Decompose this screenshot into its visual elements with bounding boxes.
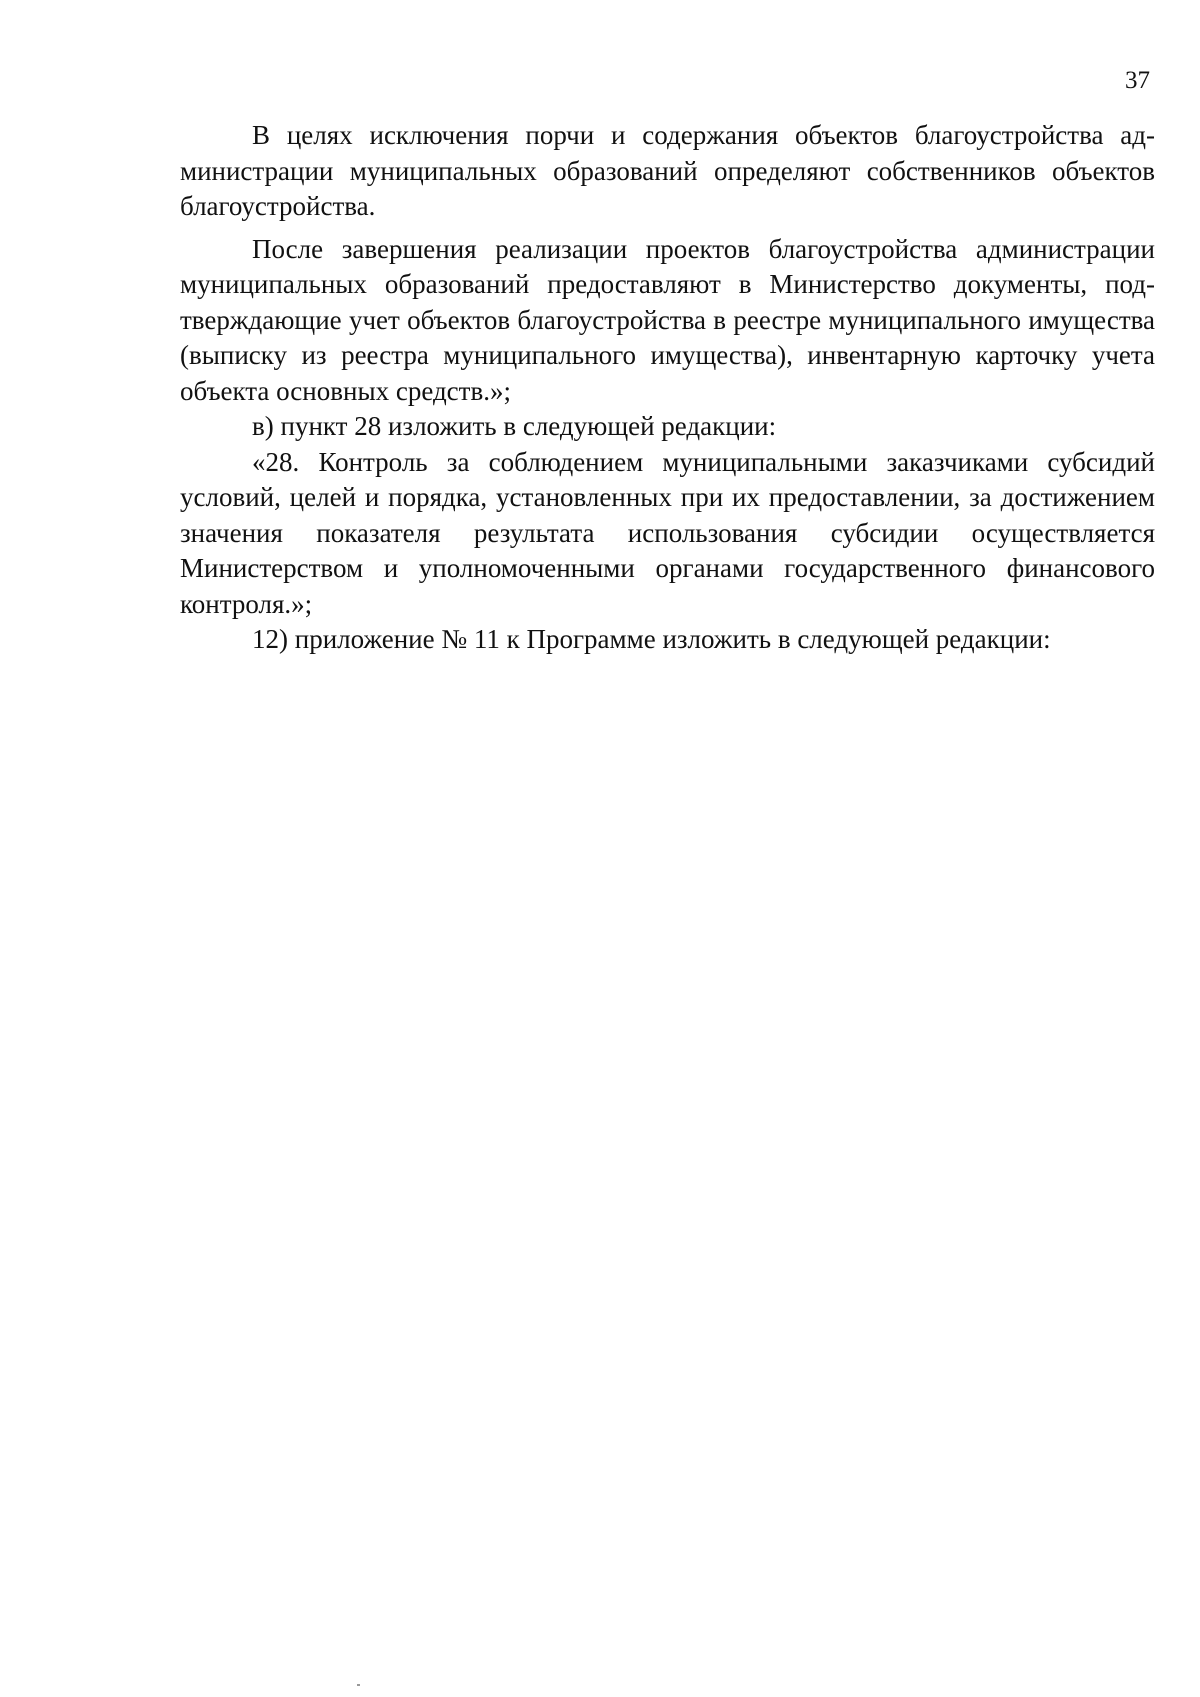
- paragraph-item-28-intro: в) пункт 28 изложить в следующей редакции:: [252, 411, 777, 441]
- paragraph-item-28-text: «28. Контроль за соблюдением муниципальными заказчиками субсидий условий, целей и порядка, установленных при их предоставлении, за достижением значения показателя результата использования субсидии осуществляется Министерством и уполномоченными органами государственного финансового контроля.»;: [180, 446, 1155, 619]
- paragraph-appendix-11: 12) приложение № 11 к Программе изложить в следующей редакции:: [252, 624, 1051, 654]
- document-body: [180, 118, 1155, 658]
- scan-speck: [357, 1684, 360, 1686]
- paragraph-documents-submission: После завершения реализации проектов благоустройства администрации муниципальных образований предоставляют в Министерство документы, подтверждающие учет объектов благоустройства в реестре муниципального имущества (выписку из реестра муниципального имущества), инвентарную карточку учета объекта основных средств.»;: [180, 233, 1155, 406]
- paragraph-owners-determination: В целях исключения порчи и содержания объектов благоустройства администрации муниципальных образований определяют собственников объектов благоустройства.: [180, 120, 1155, 221]
- page-number: 37: [1125, 67, 1150, 94]
